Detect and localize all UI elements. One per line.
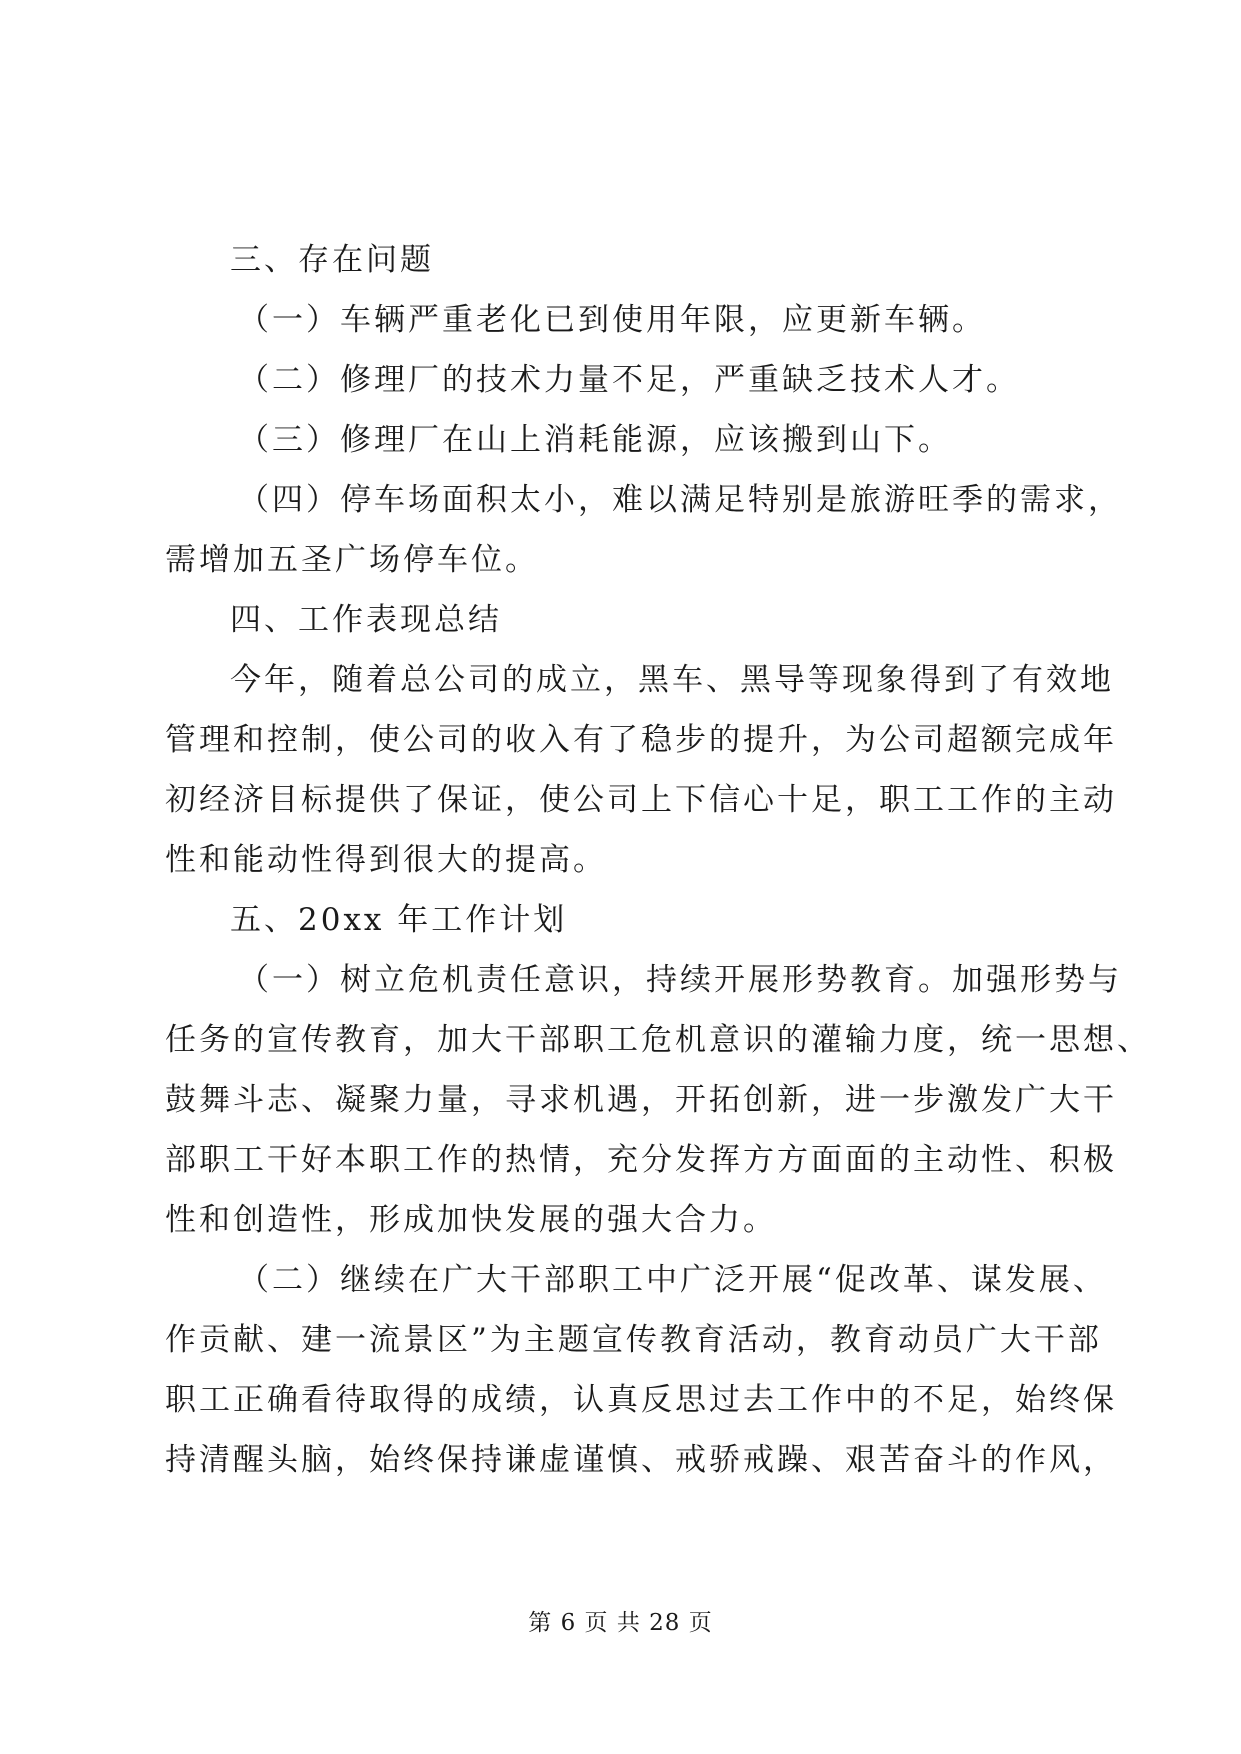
performance-paragraph-line-4: 性和能动性得到很大的提高。 bbox=[165, 842, 607, 878]
plan-item-1-line-5: 性和创造性，形成加快发展的强大合力。 bbox=[165, 1202, 777, 1238]
problem-item-4-line-1: （四）停车场面积太小，难以满足特别是旅游旺季的需求， bbox=[238, 482, 1122, 518]
page-number-footer: 第 6 页 共 28 页 bbox=[528, 1610, 713, 1636]
problem-item-2: （二）修理厂的技术力量不足，严重缺乏技术人才。 bbox=[238, 362, 1020, 398]
section-heading-work-plan: 五、20xx 年工作计划 bbox=[230, 902, 568, 938]
plan-item-2-line-3: 职工正确看待取得的成绩，认真反思过去工作中的不足，始终保 bbox=[165, 1382, 1117, 1418]
problem-item-1: （一）车辆严重老化已到使用年限，应更新车辆。 bbox=[238, 302, 986, 338]
section-heading-performance: 四、工作表现总结 bbox=[230, 602, 502, 638]
plan-item-1-line-3: 鼓舞斗志、凝聚力量，寻求机遇，开拓创新，进一步激发广大干 bbox=[165, 1082, 1117, 1118]
problem-item-4-line-2: 需增加五圣广场停车位。 bbox=[165, 542, 539, 578]
performance-paragraph-line-2: 管理和控制，使公司的收入有了稳步的提升，为公司超额完成年 bbox=[165, 722, 1117, 758]
plan-item-2-line-1: （二）继续在广大干部职工中广泛开展“促改革、谋发展、 bbox=[238, 1262, 1107, 1298]
plan-item-2-line-2: 作贡献、建一流景区”为主题宣传教育活动，教育动员广大干部 bbox=[165, 1322, 1102, 1358]
problem-item-3: （三）修理厂在山上消耗能源，应该搬到山下。 bbox=[238, 422, 952, 458]
plan-item-1-line-4: 部职工干好本职工作的热情，充分发挥方方面面的主动性、积极 bbox=[165, 1142, 1117, 1178]
performance-paragraph-line-1: 今年，随着总公司的成立，黑车、黑导等现象得到了有效地 bbox=[230, 662, 1114, 698]
section-heading-problems: 三、存在问题 bbox=[230, 242, 434, 278]
plan-item-2-line-4: 持清醒头脑，始终保持谦虚谨慎、戒骄戒躁、艰苦奋斗的作风， bbox=[165, 1442, 1117, 1478]
plan-item-1-line-1: （一）树立危机责任意识，持续开展形势教育。加强形势与 bbox=[238, 962, 1122, 998]
document-body bbox=[165, 230, 1151, 1490]
performance-paragraph-line-3: 初经济目标提供了保证，使公司上下信心十足，职工工作的主动 bbox=[165, 782, 1117, 818]
plan-item-1-line-2: 任务的宣传教育，加大干部职工危机意识的灌输力度，统一思想、 bbox=[165, 1022, 1151, 1058]
